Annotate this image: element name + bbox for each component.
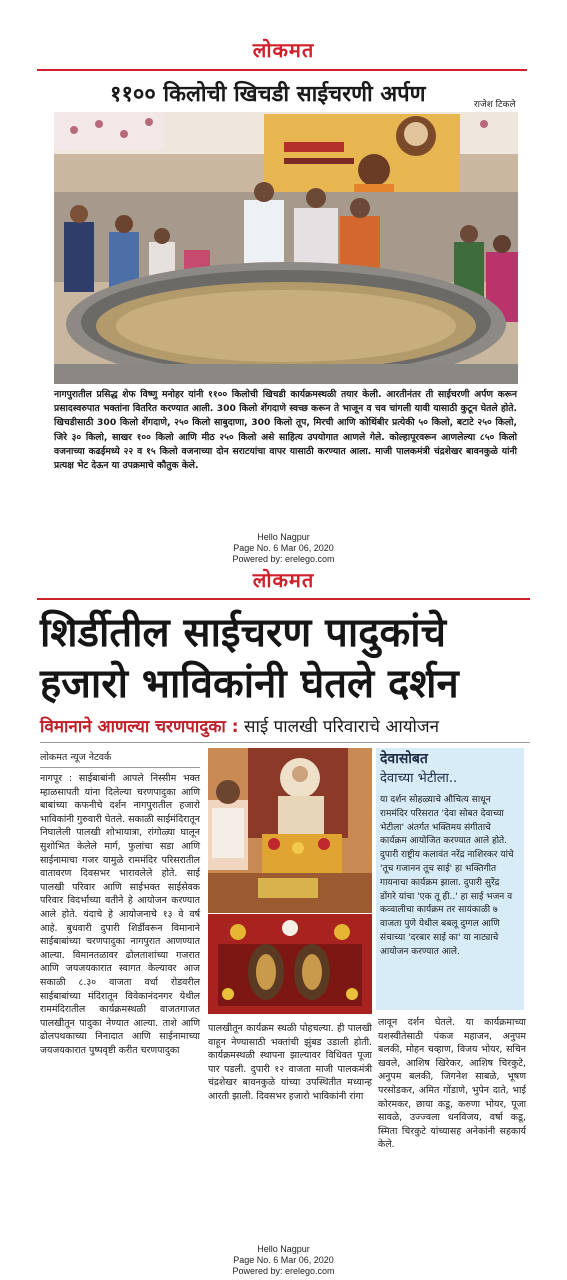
byline-divider	[40, 767, 200, 768]
sidebar-title-line1: देवासोबत	[380, 751, 428, 767]
footer-page-date: Page No. 6 Mar 06, 2020	[233, 1255, 334, 1265]
masthead-divider	[37, 598, 530, 600]
article-byline: राजेश टिकले	[474, 100, 516, 110]
footer-page-date: Page No. 6 Mar 06, 2020	[233, 543, 334, 553]
masthead-divider	[37, 69, 527, 71]
masthead-logo: लोकमत	[252, 38, 315, 62]
sidebar-title-line2: देवाच्या भेटीला..	[380, 771, 458, 786]
footer-powered-by: Powered by: erelego.com	[232, 554, 335, 564]
masthead-logo: लोकमत	[252, 568, 315, 592]
page-footer-2	[0, 1244, 567, 1277]
footer-source: Hello Nagpur	[257, 1244, 310, 1254]
paduka-closeup-photo	[208, 914, 372, 1014]
photo-caption: नागपुरातील प्रसिद्ध शेफ विष्णु मनोहर यांनी ११०० किलोची खिचडी कार्यक्रमस्थळी तयार केली. आरतीनंतर ती साईचरणी अर्पण करून प्रसादस्वरुपात भक्तांना वितरित करण्यात आली. 300 किलो शेंगदाणे स्वच्छ करून ते भाजून व चव चांगली यावी यासाठी कुटून घेतले होते. खिचडीसाठी 300 किलो शेंगदाणे, २५० किलो साबुदाणा, 300 किलो तूप, मिरची आणि कोथिंबीर प्रत्येकी ५० किलो, बटाटे २५० किलो, जिरे ३० किलो, साखर १०० किलो आणि मीठ २५० किलो असे साहित्य उपयोगात आणले गेले. कोल्हापूरवरून आणलेल्या ८५० किलो वजनाच्या कढईमध्ये २२ व १५ किलो वजनाच्या दोन सराटयांचा वापर यासाठी करण्यात आला. माजी पालकमंत्री चंद्रशेखर बावनकुळे यांनी प्रत्यक्ष भेट देऊन या उपक्रमाचे कौतुक केले.	[54, 389, 517, 472]
subheadline	[40, 716, 530, 738]
footer-powered-by: Powered by: erelego.com	[232, 1266, 335, 1276]
paduka-pooja-photo	[208, 748, 372, 913]
article-column-1: नागपूर : साईबाबांनी आपले निस्सीम भक्त म्हाळसापती यांना दिलेल्या चरणपादुका आणि बाबांच्या कफनीचे दर्शन नागपुरातील हजारो भाविकांनी गुरुवारी घेतले. सकाळी साईमंदिरातून निघालेली पालखी शोभायात्रा, रांगोळ्या घालून सुशोभित केलेले मार्ग, फुलांचा सडा आणि साईनामाचा गजर यामुळे राममंदिर परिसरातील वातावरण दिवसभर भारावलेले होते. साई पालखी परिवार आणि साईभक्त साईसेवक परिवार विदर्भाच्या वतीने हे आयोजन करण्यात आले होते. यंदाचे हे आयोजनाचे १३ वे वर्ष आहे. बुधवारी दुपारी शिर्डीवरून विमानाने साईबाबांच्या चरणपादुका नागपुरात आणण्यात आल्या. विमानतळावर ढोलताशांच्या गजरात आणि जयजयकारात स्वागत केल्यावर आज सकाळी ८.३० वाजता वर्धा रोडवरील साईबाबांच्या मंदिरातून विवेकानंदनगर येथील राममंदिरातील कार्यक्रमस्थळी वाजतगाजत पालखीतून पादुका नेण्यात आल्या. ताशे आणि ढोलपथकाच्या निनादात आणि साईनामाच्या जयजयकारात पुष्पवृष्टी करीत चरणपादुका	[40, 773, 200, 1056]
byline: लोकमत न्यूज नेटवर्क	[40, 752, 112, 763]
footer-source: Hello Nagpur	[257, 532, 310, 542]
sidebar-box	[376, 748, 524, 1010]
article-column-3: लावून दर्शन घेतले. या कार्यक्रमाच्या यशस्वीतेसाठी पंकज महाजन, अनुपम बलकी, मोहन चव्हाण, विजय भोयर, सचिन खवले, आशिष खिरेकर, आशिष चिरकुटे, अनुपम बलकी, जिगनेश साबळे, भूषण परसोडकर, अमित गोंडाणे, भुपेन दाते, भाई कोरमकर, छाया कडू, करुणा भोयर, पूजा सावळे, उज्ज्वला धनविजय, वर्षा कडू, स्मिता चिरकुटे यांच्यासह अनेकांनी सहकार्य केले.	[378, 1017, 526, 1151]
subhead-divider	[40, 742, 530, 743]
sidebar-text: या दर्शन सोहळ्याचे औचित्य साधून राममंदिर परिसरात 'देवा सोबत देवाच्या भेटीला' अंतर्गत भक्तिमय संगीताचे कार्यक्रम आयोजित करण्यात आले होते. दुपारी राष्ट्रीय कलावंत नरेंद्र नाशिरकर यांचे 'तूच गजानन तूच साई' हा भक्तिगीत गायनाचा कार्यक्रम झाला. दुपारी सुरेंद्र डोंगरे यांचा 'एक तू ही..' हा साई भजन व कव्वालीचा कार्यक्रम तर सायंकाळी ७ वाजता पुणे येथील बबलू दुग्गल आणि संचाच्या 'दरबार साई का' या नाट्याचे आयोजन करण्यात आले.	[380, 795, 514, 957]
subheadline-red: विमानाने आणल्या चरणपादुका :	[40, 717, 239, 737]
main-headline-line2: हजारो भाविकांनी घेतले दर्शन	[40, 661, 459, 707]
khichdi-photo	[54, 112, 518, 384]
main-headline-line1: शिर्डीतील साईचरण पादुकांचे	[40, 610, 446, 656]
page-footer-1	[0, 532, 567, 565]
article-headline: ११०० किलोची खिचडी साईचरणी अर्पण	[110, 82, 426, 107]
article-column-2: पालखीतून कार्यक्रम स्थळी पोहचल्या. ही पालखी वाहून नेण्यासाठी भक्तांची झुंबड उडाली होती. कार्यक्रमस्थळी स्थापना झाल्यावर विधिवत पूजा पार पडली. दुपारी १२ वाजता माजी पालकमंत्री चंद्रशेखर बावनकुळे यांच्या उपस्थितीत मध्यान्ह आरती झाली. दिवसभर हजारो भाविकांनी रांगा	[208, 1023, 372, 1102]
subheadline-black: साई पालखी परिवाराचे आयोजन	[238, 717, 440, 737]
